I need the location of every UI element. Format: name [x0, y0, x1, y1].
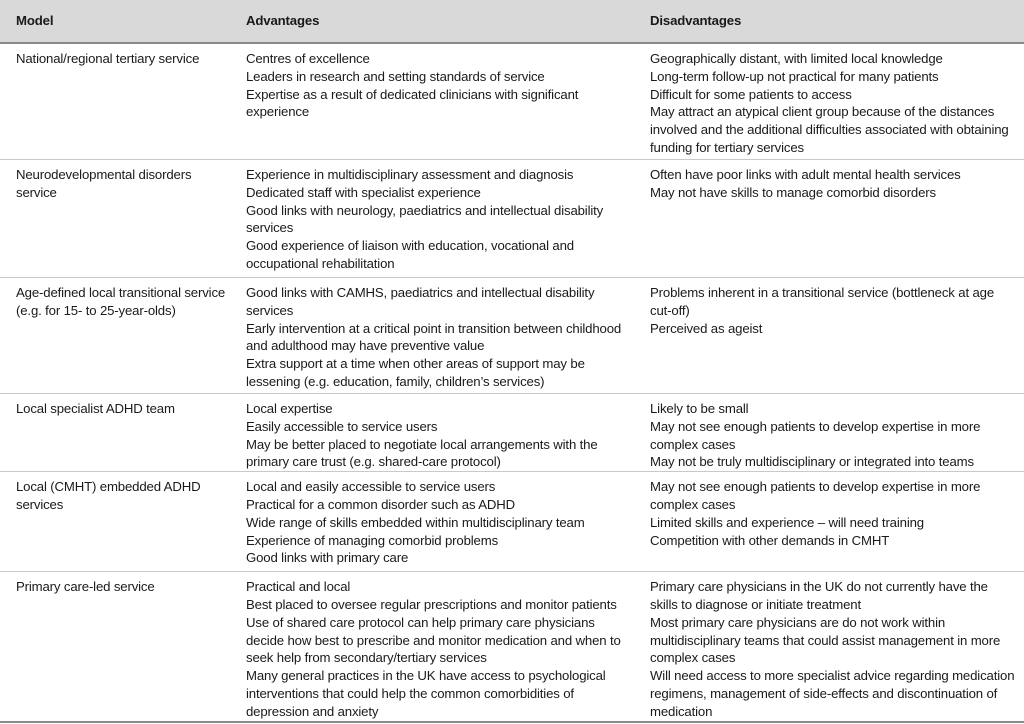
advantage-item: Best placed to oversee regular prescriptions and monitor patients [246, 596, 617, 612]
disadvantage-item: Long-term follow-up not practical for many patients [650, 68, 939, 84]
model-name: Primary care-led service [16, 579, 155, 595]
disadvantage-item: May not see enough patients to develop expertise in more complex cases [650, 418, 981, 452]
advantage-item: Local and easily accessible to service users [246, 479, 496, 495]
advantage-item: Good links with CAMHS, paediatrics and intellectual disability services [246, 285, 595, 318]
header-advantages: Advantages [236, 0, 640, 43]
advantage-item: Experience in multidisciplinary assessment and diagnosis [246, 167, 574, 182]
model-name: National/regional tertiary service [16, 51, 200, 66]
model-cell [0, 160, 236, 278]
advantage-item: Good experience of liaison with education, vocational and occupational rehabilitation [246, 238, 574, 271]
advantage-item: Good links with primary care [246, 550, 409, 566]
advantage-item: Wide range of skills embedded within multidisciplinary team [246, 514, 585, 530]
disadvantages-cell [640, 43, 1024, 160]
disadvantage-item: Perceived as ageist [650, 320, 763, 336]
disadvantage-item: May attract an atypical client group because of the distances involved and the additional difficulties associated with obtaining funding for tertiary services [650, 104, 1009, 155]
disadvantage-item: Limited skills and experience – will need training [650, 514, 924, 530]
header-disadvantages: Disadvantages [640, 0, 1024, 43]
advantages-cell [236, 394, 640, 472]
disadvantage-item: Difficult for some patients to access [650, 86, 852, 102]
advantage-item: Centres of excellence [246, 51, 370, 66]
table-row [0, 278, 1024, 394]
model-cell [0, 278, 236, 394]
header-model: Model [0, 0, 236, 43]
advantage-item: Local expertise [246, 401, 333, 416]
advantage-item: Easily accessible to service users [246, 418, 438, 434]
disadvantage-item: Most primary care physicians are do not work within multidisciplinary teams that could assist management in more complex cases [650, 614, 1001, 666]
advantage-item: Extra support at a time when other areas of support may be lessening (e.g. education, family, children’s services) [246, 356, 585, 389]
disadvantage-item: Likely to be small [650, 401, 749, 416]
advantage-item: Early intervention at a critical point in transition between childhood and adulthood may have preventive value [246, 320, 622, 354]
advantage-item: Dedicated staff with specialist experience [246, 184, 481, 200]
advantage-item: Expertise as a result of dedicated clinicians with significant experience [246, 86, 579, 120]
disadvantages-cell [640, 472, 1024, 572]
disadvantage-item: May not see enough patients to develop expertise in more complex cases [650, 479, 981, 512]
disadvantages-cell [640, 278, 1024, 394]
advantages-cell [236, 572, 640, 722]
table-row [0, 572, 1024, 722]
advantages-cell [236, 43, 640, 160]
advantage-item: Use of shared care protocol can help primary care physicians decide how best to prescribe and monitor medication and when to seek help from secondary/tertiary services [246, 614, 621, 666]
table-row [0, 472, 1024, 572]
table-row [0, 394, 1024, 472]
disadvantages-cell [640, 394, 1024, 472]
table-header [0, 0, 1024, 43]
disadvantages-cell [640, 160, 1024, 278]
model-name: Local specialist ADHD team [16, 401, 175, 416]
disadvantages-cell [640, 572, 1024, 722]
model-cell [0, 43, 236, 160]
disadvantage-item: May not be truly multidisciplinary or integrated into teams [650, 454, 974, 470]
model-cell [0, 472, 236, 572]
model-name: Neurodevelopmental disorders service [16, 167, 192, 200]
disadvantage-item: Often have poor links with adult mental health services [650, 167, 961, 182]
table-row [0, 160, 1024, 278]
advantage-item: Good links with neurology, paediatrics and intellectual disability services [246, 202, 604, 236]
advantage-item: Practical for a common disorder such as ADHD [246, 496, 515, 512]
advantage-item: May be better placed to negotiate local arrangements with the primary care trust (e.g. shared-care protocol) [246, 436, 598, 470]
advantages-cell [236, 472, 640, 572]
model-cell [0, 394, 236, 472]
advantage-item: Practical and local [246, 579, 351, 595]
model-cell [0, 572, 236, 722]
advantages-cell [236, 278, 640, 394]
disadvantage-item: May not have skills to manage comorbid disorders [650, 184, 936, 200]
advantage-item: Many general practices in the UK have access to psychological interventions that could help the common comorbidities of depression and anxiety [246, 668, 606, 719]
model-name: Local (CMHT) embedded ADHD services [16, 479, 201, 512]
disadvantage-item: Primary care physicians in the UK do not currently have the skills to diagnose or initiate treatment [650, 579, 988, 612]
advantage-item: Experience of managing comorbid problems [246, 532, 499, 548]
table-row [0, 43, 1024, 160]
disadvantage-item: Competition with other demands in CMHT [650, 532, 890, 548]
advantages-cell [236, 160, 640, 278]
model-name: Age-defined local transitional service (e.g. for 15- to 25-year-olds) [16, 285, 226, 318]
disadvantage-item: Problems inherent in a transitional service (bottleneck at age cut-off) [650, 285, 995, 318]
disadvantage-item: Will need access to more specialist advice regarding medication regimens, management of side-effects and discontinuation of medication [650, 668, 1015, 719]
advantage-item: Leaders in research and setting standards of service [246, 68, 545, 84]
disadvantage-item: Geographically distant, with limited local knowledge [650, 51, 943, 66]
